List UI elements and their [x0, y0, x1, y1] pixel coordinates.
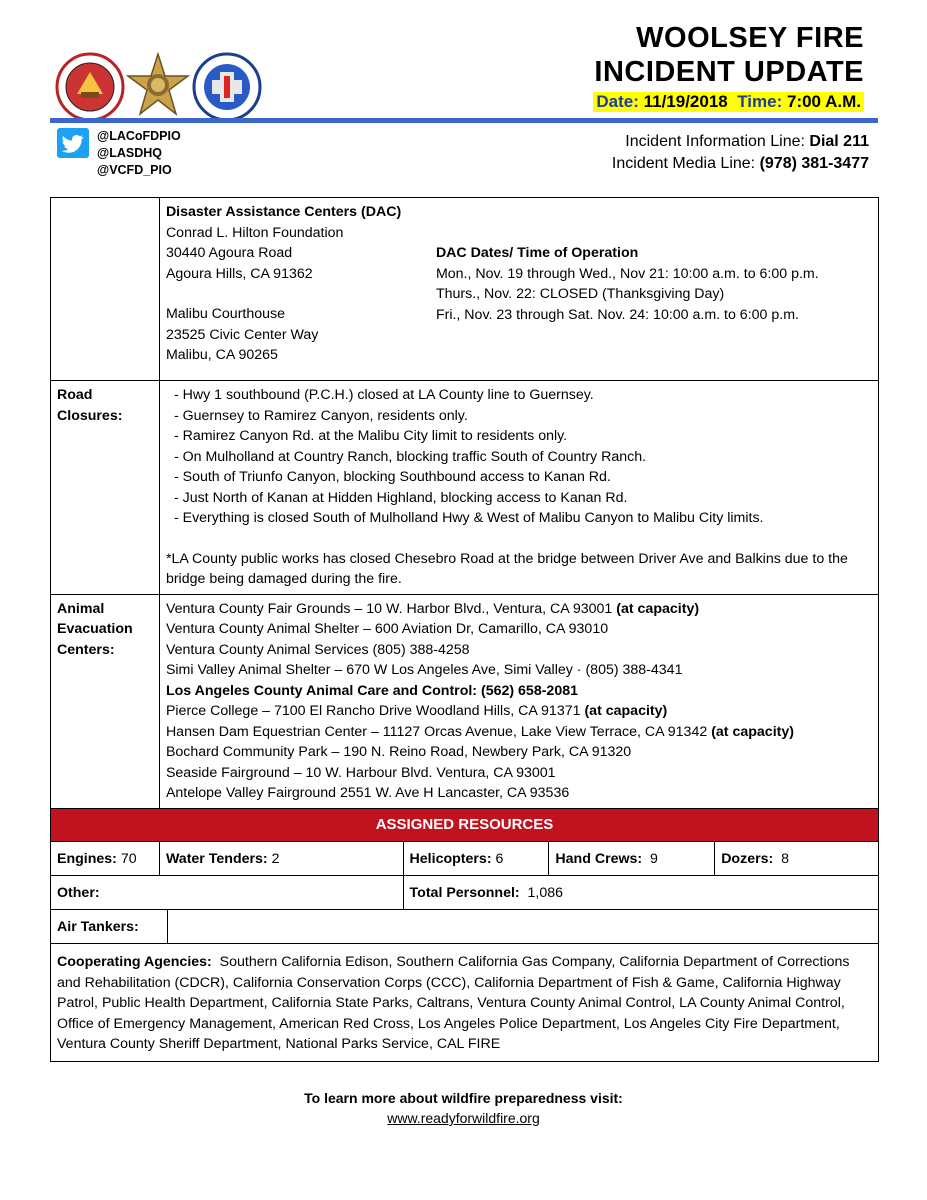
ventura-county-fire-logo — [194, 54, 260, 120]
resources-header-row — [51, 808, 879, 842]
animal-center-line: Pierce College – 7100 El Rancho Drive Woodland Hills, CA 91371 (at capacity) — [165, 703, 668, 719]
footer-link[interactable]: www.readyforwildfire.org — [387, 1110, 540, 1126]
air-tankers-value — [167, 910, 878, 944]
time-label: Time: — [737, 92, 783, 111]
animal-centers-label: Animal Evacuation Centers: — [51, 594, 160, 808]
cooperating-agencies: Cooperating Agencies: Southern California Edison, Southern California Gas Company, California Department of Corrections and Rehabilitation (CDCR), California Conservation Corps (CCC), California Department of Fish & Game, California Highway Patrol, Public Health Department, California State Parks, Caltrans, Ventura County Animal Control, LA County Animal Control, Office of Emergency Management, American Red Cross, Los Angeles Police Department, Los Angeles City Fire Department, Ventura County Sheriff Department, National Parks Service, CAL FIRE — [51, 944, 879, 1062]
dac-date-line: Fri., Nov. 23 through Sat. Nov. 24: 10:00 a.m. to 6:00 p.m. — [435, 306, 799, 323]
closure-item: - Guernsey to Ramirez Canyon, residents only. — [173, 407, 468, 424]
animal-center-line: Los Angeles County Animal Care and Control: (562) 658-2081 — [165, 682, 578, 699]
engines-cell: Engines: 70 — [51, 842, 160, 876]
closure-item: - Ramirez Canyon Rd. at the Malibu City limit to residents only. — [173, 428, 568, 444]
dac-site1-address: 30440 Agoura Road — [165, 245, 293, 261]
date-label: Date: — [596, 92, 639, 111]
social-handles — [97, 128, 181, 179]
info-lines — [612, 131, 869, 175]
media-line: Incident Media Line: (978) 381-3477 — [611, 155, 869, 172]
air-tankers-label: Air Tankers: — [51, 910, 168, 944]
animal-center-line: Simi Valley Animal Shelter – 670 W Los Angeles Ave, Simi Valley · (805) 388-4341 — [165, 662, 683, 678]
animal-center-line: Antelope Valley Fairground 2551 W. Ave H Lancaster, CA 93536 — [165, 785, 570, 801]
twitter-icon — [57, 128, 89, 158]
cooperating-row — [51, 944, 879, 1062]
helicopters-cell: Helicopters: 6 — [403, 842, 549, 876]
animal-center-line: Hansen Dam Equestrian Center – 11127 Orcas Avenue, Lake View Terrace, CA 91342 (at capacity) — [165, 723, 794, 740]
total-personnel-cell: Total Personnel: 1,086 — [403, 876, 878, 910]
dozers-cell: Dozers: 8 — [715, 842, 879, 876]
animal-center-line: Ventura County Animal Services (805) 388-4258 — [165, 641, 470, 658]
dac-dates-heading: DAC Dates/ Time of Operation — [435, 245, 639, 261]
la-county-fire-logo — [57, 54, 123, 120]
agency-logos — [55, 52, 265, 122]
dac-date-line: Thurs., Nov. 22: CLOSED (Thanksgiving Day) — [435, 286, 725, 302]
road-closures-row — [51, 381, 879, 595]
water-tenders-cell: Water Tenders: 2 — [159, 842, 403, 876]
dac-site1-city: Agoura Hills, CA 91362 — [165, 265, 313, 282]
dac-site2-city: Malibu, CA 90265 — [165, 347, 278, 363]
hand-crews-cell: Hand Crews: 9 — [549, 842, 715, 876]
air-tankers-row — [51, 910, 879, 944]
handle-lasd[interactable]: @LASDHQ — [97, 146, 162, 160]
dac-date-line: Mon., Nov. 19 through Wed., Nov 21: 10:00 a.m. to 6:00 p.m. — [435, 265, 819, 282]
handle-lacofd[interactable]: @LACoFDPIO — [97, 129, 181, 143]
time-value: 7:00 A.M. — [786, 92, 861, 111]
dac-label-cell — [51, 198, 160, 381]
dac-site1-name: Conrad L. Hilton Foundation — [165, 224, 344, 241]
closure-note: *LA County public works has closed Chesebro Road at the bridge between Driver Ave and Balkins due to the bridge being damaged during the fire. — [165, 550, 848, 587]
closure-item: - South of Triunfo Canyon, blocking Southbound access to Kanan Rd. — [173, 469, 611, 485]
resources-row — [51, 842, 879, 876]
title-line-1: WOOLSEY FIRE — [636, 22, 864, 54]
animal-center-line: Ventura County Animal Shelter – 600 Aviation Dr, Camarillo, CA 93010 — [165, 621, 609, 637]
header-divider — [50, 118, 878, 123]
handle-vcfd[interactable]: @VCFD_PIO — [97, 163, 172, 177]
other-cell: Other: — [51, 876, 404, 910]
closure-item: - Just North of Kanan at Hidden Highland, blocking access to Kanan Rd. — [173, 489, 628, 506]
incident-table — [50, 197, 879, 1062]
assigned-resources-heading: ASSIGNED RESOURCES — [51, 808, 879, 842]
animal-centers-content — [159, 594, 878, 808]
closure-item: - Everything is closed South of Mulholland Hwy & West of Malibu Canyon to Malibu City limits. — [173, 510, 764, 526]
dac-heading: Disaster Assistance Centers (DAC) — [165, 204, 402, 220]
date-time-bar — [593, 92, 864, 112]
footer-text: To learn more about wildfire preparedness visit: — [304, 1090, 623, 1106]
animal-center-line: Ventura County Fair Grounds – 10 W. Harbor Blvd., Ventura, CA 93001 (at capacity) — [165, 600, 700, 617]
other-row — [51, 876, 879, 910]
animal-centers-row — [51, 594, 879, 808]
dac-content — [159, 198, 878, 381]
closure-item: - Hwy 1 southbound (P.C.H.) closed at LA County line to Guernsey. — [173, 387, 594, 403]
dac-site2-name: Malibu Courthouse — [165, 306, 286, 322]
dac-site2-address: 23525 Civic Center Way — [165, 326, 319, 343]
sheriff-star-logo — [128, 54, 188, 114]
road-closures-label: Road Closures: — [51, 381, 160, 595]
road-closures-content — [159, 381, 878, 595]
title-line-2: INCIDENT UPDATE — [594, 56, 864, 88]
incident-info-line: Incident Information Line: Dial 211 — [625, 133, 869, 150]
animal-center-line: Bochard Community Park – 190 N. Reino Road, Newbery Park, CA 91320 — [165, 744, 632, 760]
closure-item: - On Mulholland at Country Ranch, blocking traffic South of Country Ranch. — [173, 448, 647, 465]
animal-center-line: Seaside Fairground – 10 W. Harbour Blvd. Ventura, CA 93001 — [165, 764, 556, 781]
date-value: 11/19/2018 — [643, 92, 728, 111]
dac-row — [51, 198, 879, 381]
